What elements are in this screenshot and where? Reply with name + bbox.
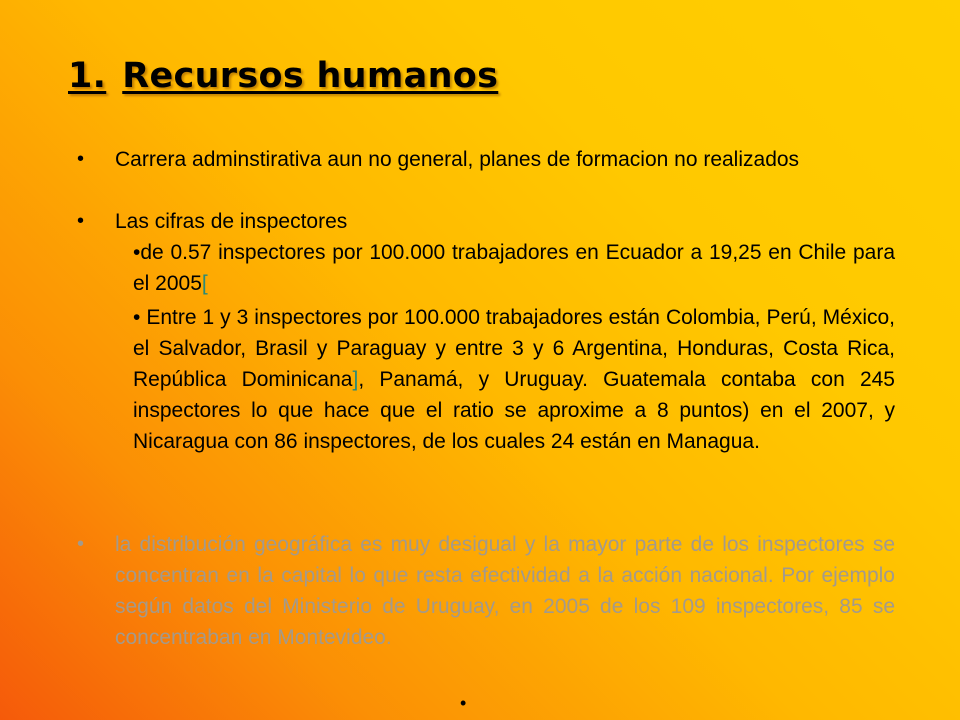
bullet-text: la distribución geográfica es muy desigual y la mayor parte de los inspectores se concentran en la capital lo que resta efectividad a la acción nacional. Por ejemplo según datos del Ministerio de Uruguay, en 2005 de los 109 inspectores, 85 se concentraban en Montevideo.: [115, 533, 895, 649]
title-number: 1.: [68, 56, 107, 96]
footnote-link[interactable]: [: [201, 272, 208, 295]
sub-bullet-marker: •: [133, 241, 141, 264]
sub-bullet-text-end: , Panamá, y Uruguay. Guatemala contaba con 245 inspectores lo que hace que el ratio se aproxime a 8 puntos) en el 2007, y Nicaragua con 86 inspectores, de los cuales 24 están en Managua.: [133, 368, 895, 453]
sub-bullet-country-ranges: [133, 302, 895, 457]
bullet-marker: •: [77, 148, 85, 170]
footnote-link[interactable]: ]: [352, 368, 359, 391]
bullet-distribucion: [77, 529, 895, 653]
footer-bullet-marker: •: [460, 693, 467, 713]
sub-bullet-ecuador-chile: [133, 237, 895, 299]
sub-bullet-marker: •: [133, 306, 141, 329]
slide-title: [68, 56, 498, 96]
bullet-marker: •: [77, 210, 85, 232]
bullet-text: Las cifras de inspectores: [115, 210, 348, 233]
sub-bullet-text-start: Entre 1 y 3 inspectores por 100.000 trabajadores están Colombia, Perú, México, el Salvador, Brasil y Paraguay y entre 3 y 6 Argentina, Honduras, Costa Rica, República Dominicana: [133, 306, 895, 391]
bullet-marker: •: [77, 533, 85, 555]
title-text: Recursos humanos: [122, 56, 499, 96]
sub-bullet-text: de 0.57 inspectores por 100.000 trabajadores en Ecuador a 19,25 en Chile para el 2005: [133, 241, 895, 295]
bullet-carrera: [77, 144, 822, 175]
bullet-cifras: [77, 206, 822, 237]
bullet-text: Carrera adminstirativa aun no general, planes de formacion no realizados: [115, 148, 800, 171]
